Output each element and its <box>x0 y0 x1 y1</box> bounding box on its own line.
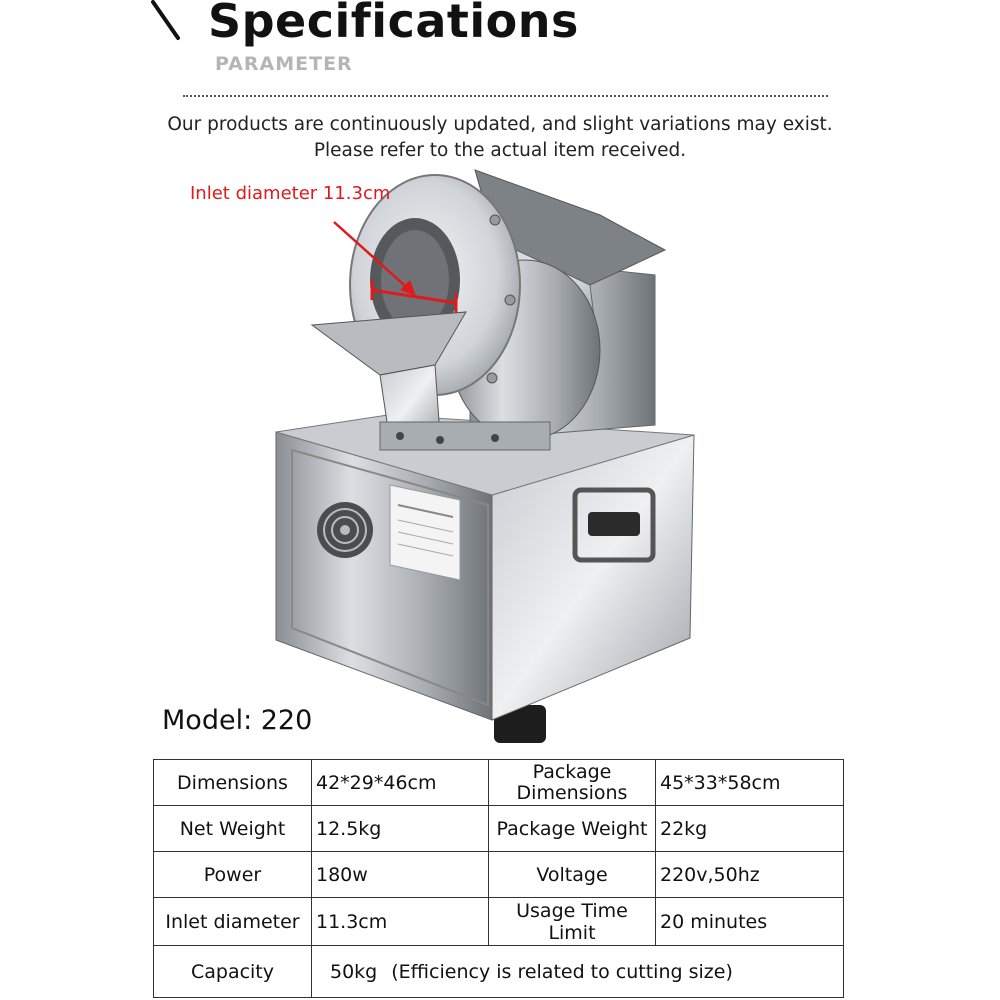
net-weight-value: 12.5kg <box>312 806 489 852</box>
table-row <box>154 898 844 946</box>
page-title: Specifications <box>208 0 579 48</box>
divider <box>183 95 828 97</box>
notice-line-1: Our products are continuously updated, and slight variations may exist. <box>167 114 833 135</box>
usage-time-limit-value: 20 minutes <box>656 898 844 946</box>
inlet-annotation-label: Inlet diameter 11.3cm <box>190 183 391 204</box>
package-dimensions-label: Package Dimensions <box>489 760 656 806</box>
net-weight-label: Net Weight <box>154 806 312 852</box>
slash-decoration <box>150 0 190 45</box>
voltage-value: 220v,50hz <box>656 852 844 898</box>
table-row <box>154 852 844 898</box>
capacity-value: 50kg <box>330 960 378 983</box>
dimensions-value: 42*29*46cm <box>312 760 489 806</box>
inlet-diameter-value: 11.3cm <box>312 898 489 946</box>
power-label: Power <box>154 852 312 898</box>
package-dimensions-value: 45*33*58cm <box>656 760 844 806</box>
capacity-note: (Efficiency is related to cutting size) <box>391 960 733 983</box>
table-row <box>154 946 844 998</box>
package-weight-value: 22kg <box>656 806 844 852</box>
page-subtitle: PARAMETER <box>215 53 353 75</box>
dimensions-label: Dimensions <box>154 760 312 806</box>
capacity-label: Capacity <box>154 946 312 998</box>
voltage-label: Voltage <box>489 852 656 898</box>
model-label: Model: 220 <box>162 705 313 736</box>
spec-table <box>153 759 844 998</box>
usage-time-limit-label: Usage Time Limit <box>489 898 656 946</box>
notice-line-2: Please refer to the actual item received. <box>313 140 687 161</box>
inlet-measure-arrow <box>320 210 470 340</box>
table-row <box>154 760 844 806</box>
inlet-diameter-label: Inlet diameter <box>154 898 312 946</box>
capacity-cell <box>312 946 844 998</box>
package-weight-label: Package Weight <box>489 806 656 852</box>
table-row <box>154 806 844 852</box>
power-value: 180w <box>312 852 489 898</box>
